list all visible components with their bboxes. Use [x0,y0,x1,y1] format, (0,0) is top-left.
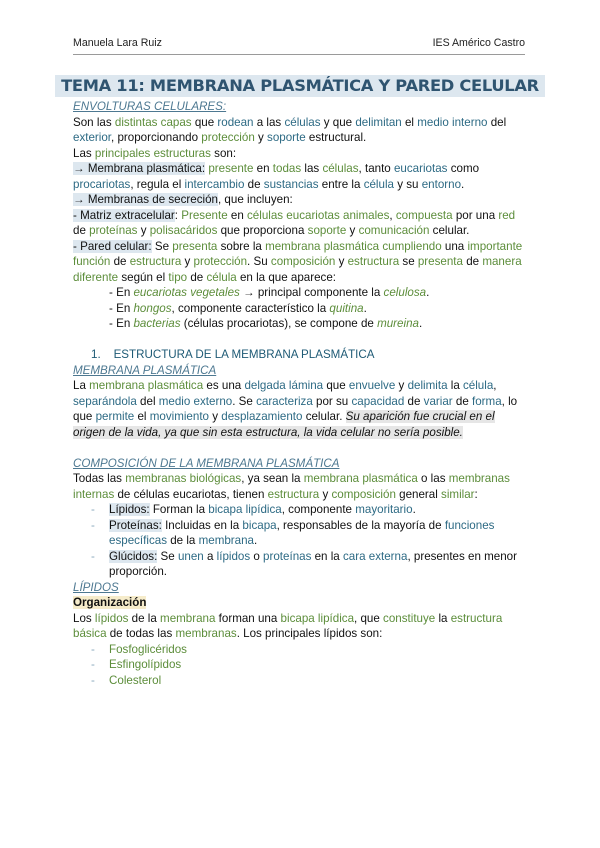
label-matriz-extracelular: - Matriz extracelular [73,208,175,222]
page-header [73,37,525,51]
list-item-proteinas: - Proteínas: Incluidas en la bicapa, responsables de la mayoría de funciones específicas de la membrana. [91,518,495,547]
subheading-lipidos: LÍPIDOS [73,580,119,594]
paragraph-membrana-plasmatica: → Membrana plasmática: presente en todas las células, tanto eucariotas como procariotas, regula el intercambio de sustancias entre la célula y su entorno. [73,162,480,191]
paragraph-pared-celular: - Pared celular: Se presenta sobre la membrana plasmática cumpliendo una importante función de estructura y protección. Su composición y estructura se presenta de manera diferente según el tipo de célula en la que aparece: [73,239,523,284]
list-item-colesterol: - Colesterol [91,673,162,687]
list-item-lipidos: - Lípidos: Forman la bicapa lipídica, componente mayoritario. [91,503,416,516]
spacer [73,332,527,348]
subheading-organizacion: Organización [73,596,147,609]
pared-sub-eucariotas: - En eucariotas vegetales → principal componente la celulosa. [109,286,430,299]
spacer [73,440,527,456]
pared-sub-hongos: - En hongos, componente característico la quitina. [109,301,367,315]
pared-sub-bacterias: - En bacterias (células procariotas), se compone de mureina. [109,317,423,330]
paragraph-membrana-definicion: La membrana plasmática es una delgada lámina que envuelve y delimita la célula, separándola del medio externo. Se caracteriza por su capacidad de variar de forma, lo que permite el movimiento y desplazamiento celular. Su aparición fue crucial en el origen de la vida, ya que sin esta estructura, la vida celular no sería posible. [73,379,518,439]
lipidos-list [73,642,527,689]
paragraph-composicion: Todas las membranas biológicas, ya sean la membrana plasmática o las membranas internas de células eucariotas, tienen estructura y composición general similar: [73,472,510,501]
highlighted-note: Su aparición fue crucial en el origen de la vida, ya que sin esta estructura, la vida celular no sería posible. [73,410,495,439]
composicion-list [73,502,527,580]
document-body [73,99,527,688]
title-wrapper [0,75,600,97]
paragraph-envolturas-intro: Son las distintas capas que rodean a las células y que delimitan el medio interno del exterior, proporcionando protección y soporte estructural. [73,115,507,144]
list-item-esfingolipidos: - Esfingolípidos [91,658,182,671]
section-1-heading: 1. ESTRUCTURA DE LA MEMBRANA PLASMÁTICA [91,348,375,361]
paragraph-lipidos: Los lípidos de la membrana forman una bicapa lipídica, que constituye la estructura básica de todas las membranas. Los principales lípidos son: [73,611,503,640]
paragraph-matriz-extracelular: - Matriz extracelular: Presente en células eucariotas animales, compuesta por una red de proteínas y polisacáridos que proporciona soporte y comunicación celular. [73,208,516,237]
section-heading-envolturas: ENVOLTURAS CELULARES: [73,100,227,113]
label-membranas-secrecion: → Membranas de secreción [73,193,218,206]
document-title: TEMA 11: MEMBRANA PLASMÁTICA Y PARED CELULAR [55,75,545,97]
list-item-glucidos: - Glúcidos: Se unen a lípidos o proteínas en la cara externa, presentes en menor proporción. [91,549,517,578]
list-item-fosfogliceridos: - Fosfoglicéridos [91,642,187,656]
paragraph-principales: Las principales estructuras son: [73,146,237,160]
label-pared-celular: - Pared celular: [73,239,152,253]
paragraph-membranas-secrecion: → Membranas de secreción, que incluyen: [73,193,293,206]
subheading-membrana-plasmatica: MEMBRANA PLASMÁTICA [73,363,217,377]
label-membrana-plasmatica: → Membrana plasmática: [73,162,206,175]
header-author: Manuela Lara Ruiz [73,37,162,49]
header-rule [73,54,525,55]
header-school: IES Américo Castro [432,37,525,49]
subheading-composicion: COMPOSICIÓN DE LA MEMBRANA PLASMÁTICA [73,456,340,470]
